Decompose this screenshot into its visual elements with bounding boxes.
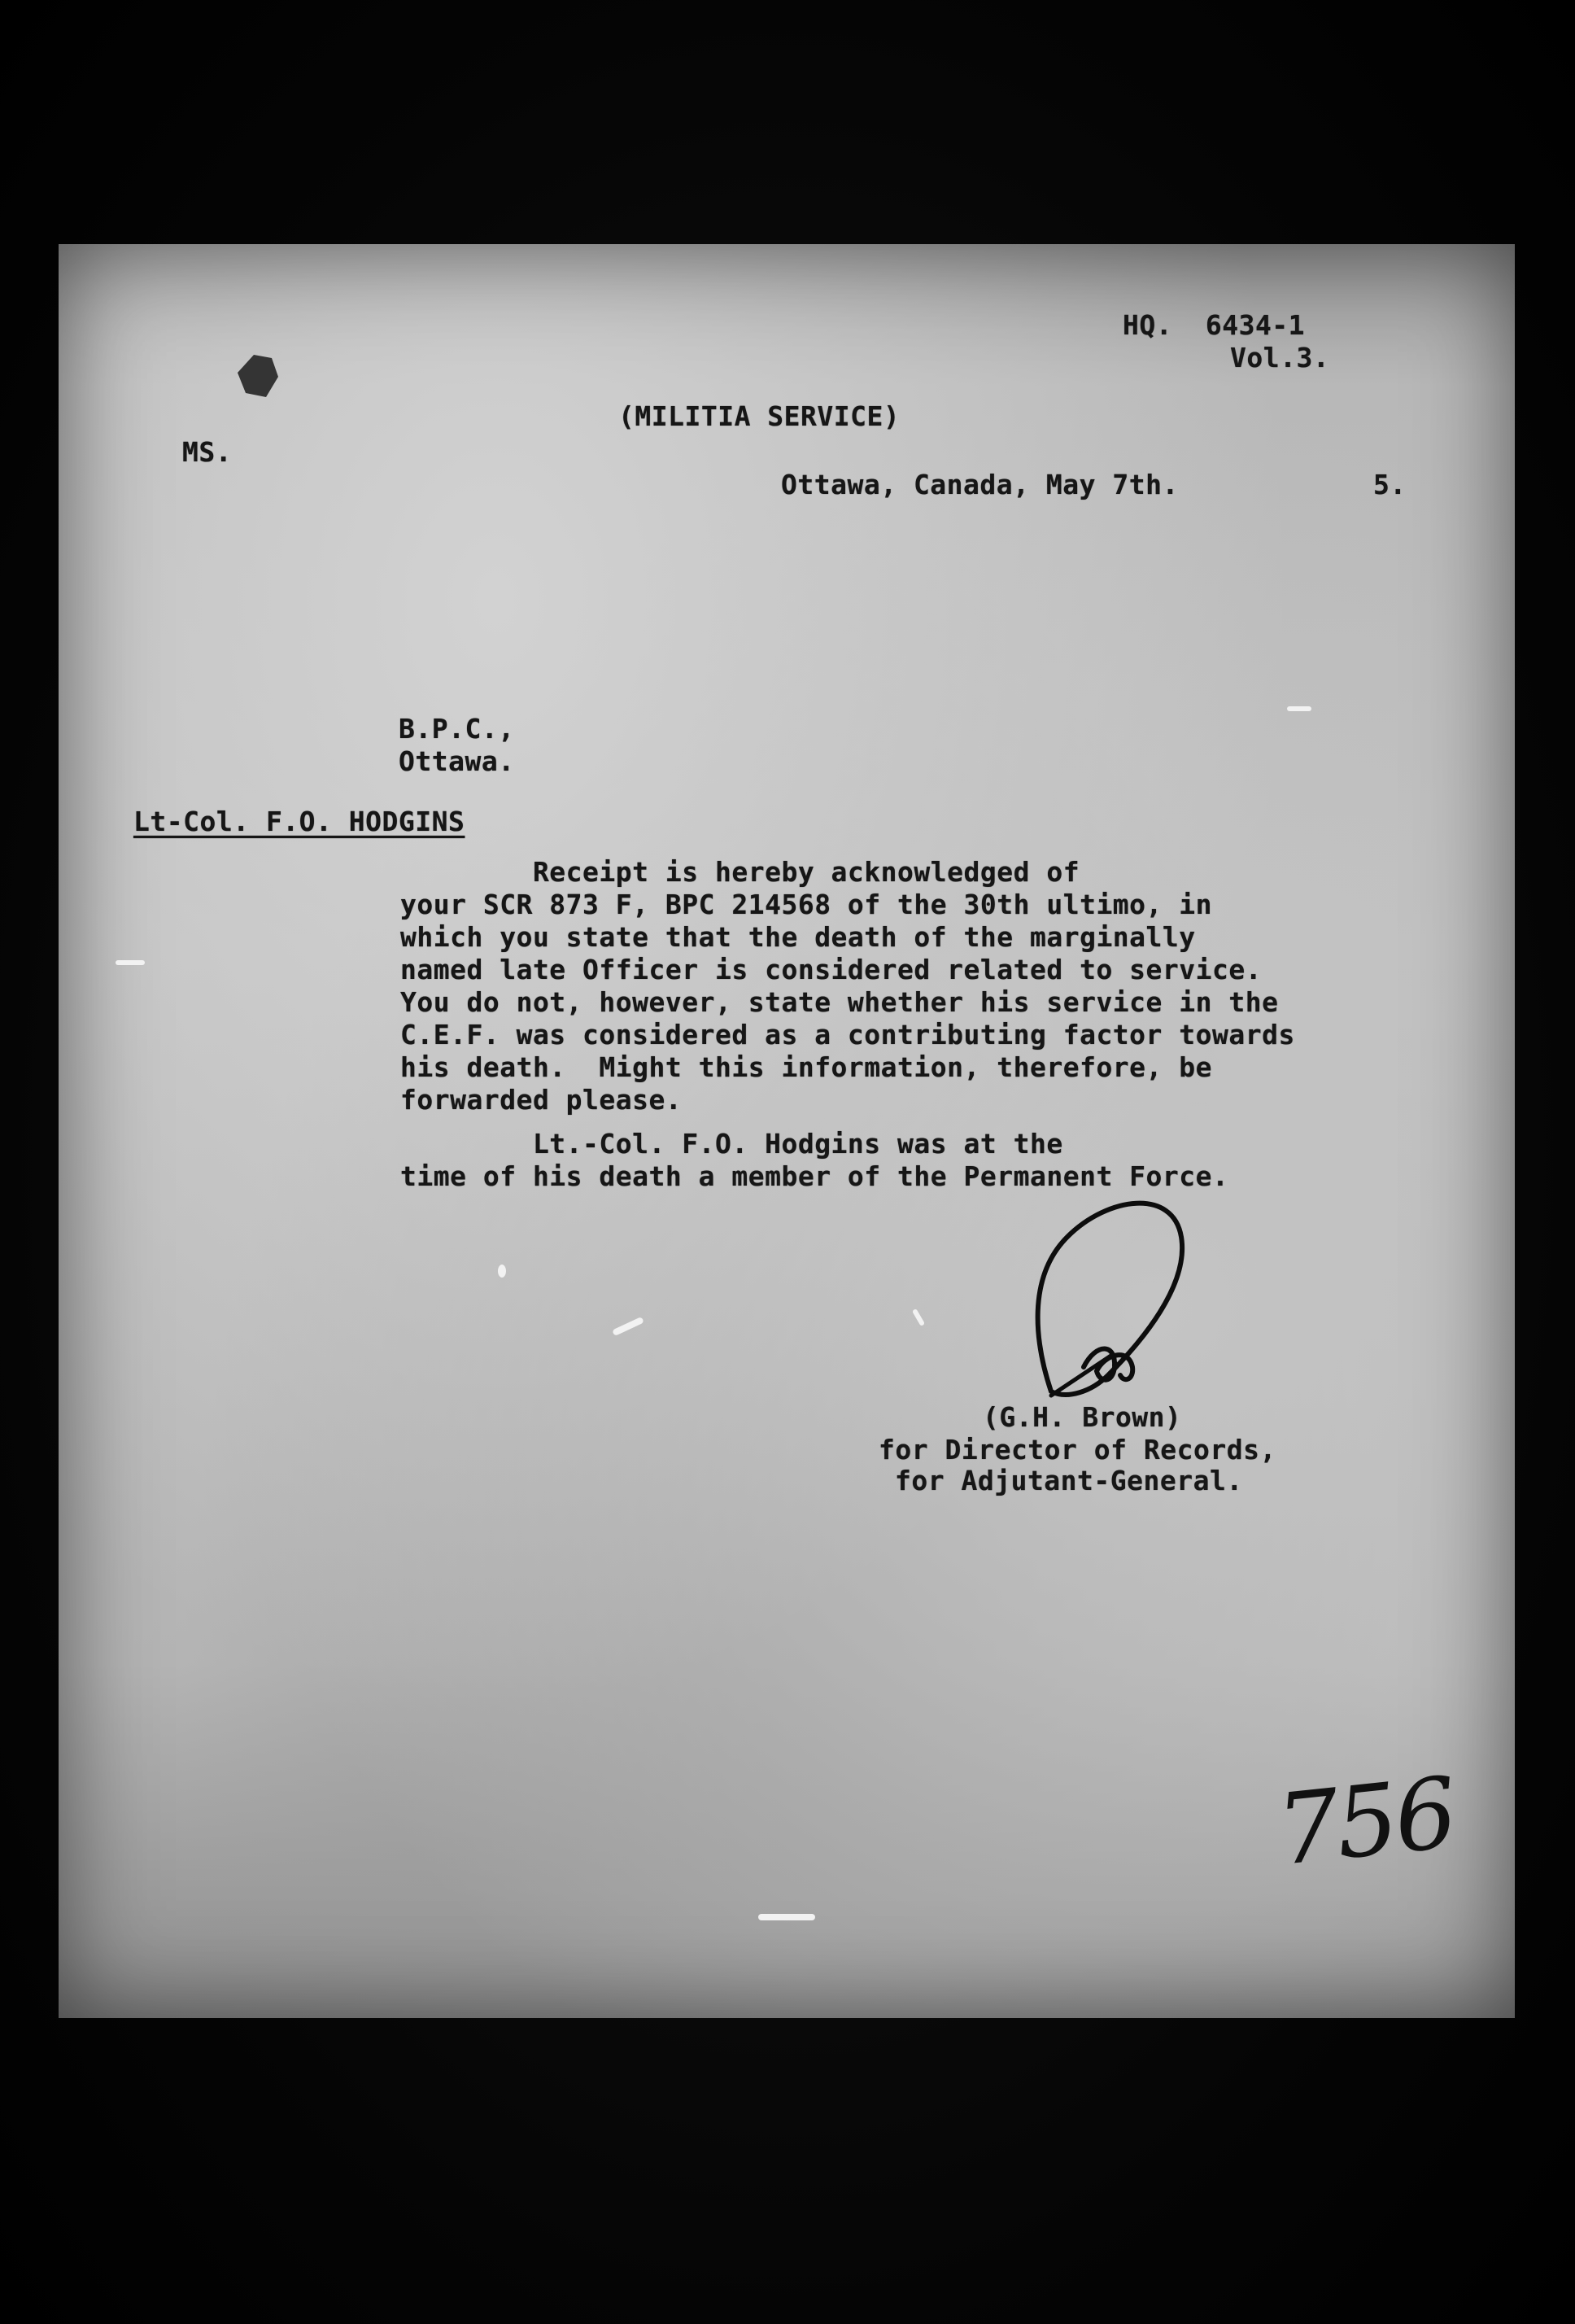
addressee-line-2: Ottawa.: [399, 745, 515, 777]
body-line: your SCR 873 F, BPC 214568 of the 30th ultimo, in: [400, 889, 1213, 920]
handwritten-signature: [1019, 1180, 1230, 1416]
place-and-date: Ottawa, Canada, May 7th.: [781, 469, 1179, 500]
letter-sheet: [59, 244, 1515, 2018]
signatory-title-1: for Director of Records,: [879, 1434, 1276, 1466]
ink-blot-mark: [229, 348, 286, 405]
body-line: C.E.F. was considered as a contributing factor towards: [400, 1019, 1295, 1051]
service-heading: (MILITIA SERVICE): [618, 400, 901, 432]
file-reference: HQ. 6434-1: [1123, 309, 1306, 341]
signatory-title-2: for Adjutant-General.: [895, 1465, 1243, 1496]
body-line: You do not, however, state whether his service in the: [400, 986, 1279, 1018]
handwritten-page-number: 756: [1272, 1757, 1459, 1888]
body-line: Receipt is hereby acknowledged of: [400, 856, 1080, 888]
body-line: time of his death a member of the Permanent Force.: [400, 1160, 1229, 1192]
signatory-name: (G.H. Brown): [983, 1401, 1182, 1433]
marginal-name: Lt-Col. F.O. HODGINS: [133, 806, 465, 837]
volume-number: Vol.3.: [1230, 342, 1330, 374]
sender-initials: MS.: [182, 436, 233, 468]
body-line: his death. Might this information, therefore, be: [400, 1051, 1213, 1083]
body-line: named late Officer is considered related to service.: [400, 954, 1263, 985]
body-line: forwarded please.: [400, 1084, 683, 1116]
year-digit: 5.: [1373, 469, 1407, 500]
body-line: which you state that the death of the marginally: [400, 921, 1196, 953]
body-line: Lt.-Col. F.O. Hodgins was at the: [400, 1128, 1063, 1160]
addressee-line-1: B.P.C.,: [399, 713, 515, 745]
